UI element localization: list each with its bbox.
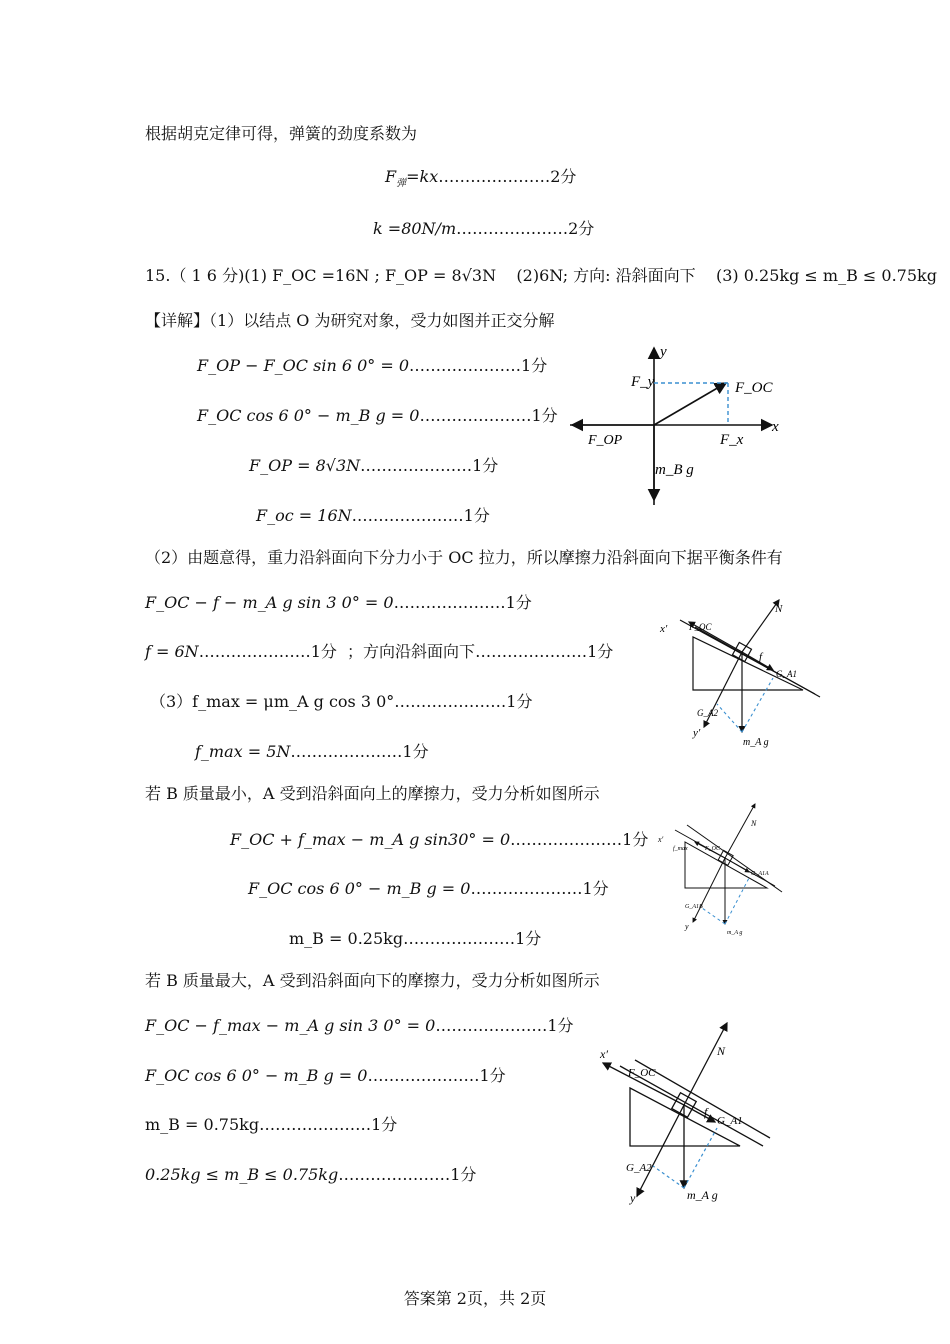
eq6-direction: ；方向沿斜面向下 (347, 642, 476, 661)
q15-header (145, 266, 937, 286)
eq7-line (150, 692, 532, 712)
fig1-fy: F_y (631, 374, 655, 390)
dots: ………………… (475, 642, 588, 661)
hooke-lhs: F (385, 167, 397, 186)
fig1-fx: F_x (720, 432, 744, 448)
eq7: （3）f_max = μm_A g cos 3 0° (150, 692, 395, 711)
fig1-mbg: m_B g (655, 462, 694, 478)
eq3: F_OP = 8√3N (249, 456, 361, 475)
fig4-n: N (717, 1044, 726, 1058)
dots: ………………… (438, 167, 551, 186)
dots: ………………… (409, 356, 522, 375)
fig4-f: f (704, 1105, 708, 1119)
q15-answer1: F_OC =16N ; F_OP = 8√3N (272, 266, 497, 285)
score: 1分 (582, 879, 609, 898)
eq15-line (145, 1165, 476, 1185)
eq13: F_OC cos 6 0° − m_B g = 0 (145, 1066, 368, 1085)
eq14-line (145, 1115, 397, 1135)
fig3-foc: F_OC (705, 846, 720, 852)
score: 1分 (310, 642, 337, 661)
fig1-x: x (772, 419, 779, 435)
eq4-line (256, 506, 490, 526)
fig2-ga1: G_A1 (776, 669, 797, 679)
eq11: m_B = 0.25kg (289, 929, 404, 948)
eq9: F_OC + f_max − m_A g sin30° = 0 (230, 830, 511, 849)
fig4-x: x′ (600, 1047, 608, 1061)
eq9-line (230, 830, 648, 850)
dots: ………………… (393, 593, 506, 612)
dots: ………………… (435, 1016, 548, 1035)
q15-number: 15.（ 1 6 分)(1) (145, 266, 267, 285)
eq12-line (145, 1016, 574, 1036)
eq8-line (195, 742, 429, 762)
fig4-ga1: G_A1 (717, 1115, 743, 1127)
detail-line (145, 311, 555, 331)
q15-answer2: (2)6N; 方向: 沿斜面向下 (516, 266, 696, 285)
force-diagram-1 (560, 340, 790, 515)
eq12: F_OC − f_max − m_A g sin 3 0° = 0 (145, 1016, 436, 1035)
dots: ………………… (403, 929, 516, 948)
score: 1分 (463, 506, 490, 525)
fig2-ga2: G_A2 (697, 708, 718, 718)
detail-text: （1）以结点 O 为研究对象，受力如图并正交分解 (209, 311, 555, 330)
fig1-fop: F_OP (588, 433, 623, 448)
score: 1分 (587, 642, 614, 661)
hooke-law (385, 167, 576, 194)
fig4-y: y′ (630, 1191, 638, 1205)
incline-diagram-3 (655, 800, 790, 938)
incline-diagram-4 (595, 1018, 780, 1208)
score: 1分 (371, 1115, 398, 1134)
dots: ………………… (470, 879, 583, 898)
score: 1分 (450, 1165, 477, 1184)
dots: ………………… (419, 406, 532, 425)
score: 1分 (472, 456, 499, 475)
dots: ………………… (259, 1115, 372, 1134)
eq1: F_OP − F_OC sin 6 0° = 0 (197, 356, 410, 375)
eq6: f = 6N (145, 642, 199, 661)
dots: ………………… (290, 742, 403, 761)
score: 1分 (622, 830, 649, 849)
dots: ………………… (510, 830, 623, 849)
score: 2分 (550, 167, 577, 186)
score: 1分 (531, 406, 558, 425)
fig3-ga2: G_A1B (685, 904, 703, 910)
eq11-line (289, 929, 541, 949)
eq5: F_OC − f − m_A g sin 3 0° = 0 (145, 593, 394, 612)
fig4-mag: m_A g (687, 1188, 718, 1202)
fig1-y: y (660, 344, 667, 360)
fig2-x: x′ (660, 623, 668, 635)
eq2-line (197, 406, 558, 426)
score: 1分 (547, 1016, 574, 1035)
min-intro: 若 B 质量最小，A 受到沿斜面向上的摩擦力，受力分析如图所示 (145, 784, 600, 803)
eq13-line (145, 1066, 506, 1086)
detail-label: 【详解】 (145, 311, 210, 330)
eq10-line (248, 879, 609, 899)
hooke-sub: 弹 (396, 178, 407, 189)
fig3-n: N (751, 819, 757, 828)
fig3-y: y (685, 922, 689, 931)
fig4-foc: F_OC (628, 1067, 656, 1079)
fig3-x: x′ (658, 835, 664, 844)
score: 1分 (402, 742, 429, 761)
dots: ………………… (367, 1066, 480, 1085)
dots: ………………… (394, 692, 507, 711)
eq5-line (145, 593, 532, 613)
fig3-mag: m_A g (727, 930, 743, 936)
part2-intro: （2）由题意得，重力沿斜面向下分力小于 OC 拉力，所以摩擦力沿斜面向下据平衡条件有 (145, 548, 783, 567)
score: 2分 (568, 219, 595, 238)
eq2: F_OC cos 6 0° − m_B g = 0 (197, 406, 420, 425)
k-eq: k =80N/m (373, 219, 457, 238)
eq14: m_B = 0.75kg (145, 1115, 260, 1134)
incline-diagram-2 (655, 592, 830, 752)
fig2-y: y′ (693, 727, 701, 739)
fig2-n: N (775, 603, 783, 615)
hooke-rhs: =kx (406, 167, 439, 186)
fig2-foc: F_OC (689, 622, 712, 632)
eq6-line (145, 642, 613, 662)
fig4-ga2: G_A2 (626, 1162, 652, 1174)
fig3-ga1: G_A1A (751, 871, 769, 877)
dots: ………………… (456, 219, 569, 238)
score: 1分 (521, 356, 548, 375)
score: 1分 (505, 593, 532, 612)
eq15: 0.25kg ≤ m_B ≤ 0.75kg (145, 1165, 339, 1184)
page-footer: 答案第 2页，共 2页 (403, 1289, 547, 1308)
k-value (373, 219, 594, 239)
dots: ………………… (198, 642, 311, 661)
score: 1分 (479, 1066, 506, 1085)
fig3-fmax: f_max (673, 846, 688, 852)
dots: ………………… (351, 506, 464, 525)
dots: ………………… (360, 456, 473, 475)
score: 1分 (506, 692, 533, 711)
eq8: f_max = 5N (195, 742, 291, 761)
eq1-line (197, 356, 547, 376)
intro-text: 根据胡克定律可得，弹簧的劲度系数为 (145, 124, 418, 143)
eq4: F_oc = 16N (256, 506, 352, 525)
dots: ………………… (338, 1165, 451, 1184)
eq10: F_OC cos 6 0° − m_B g = 0 (248, 879, 471, 898)
max-intro: 若 B 质量最大，A 受到沿斜面向下的摩擦力，受力分析如图所示 (145, 971, 600, 990)
fig2-f: f (759, 651, 763, 663)
eq3-line (249, 456, 498, 476)
fig1-foc: F_OC (735, 380, 773, 396)
score: 1分 (515, 929, 542, 948)
q15-answer3: (3) 0.25kg ≤ m_B ≤ 0.75kg (716, 266, 937, 285)
fig2-mag: m_A g (743, 737, 769, 748)
